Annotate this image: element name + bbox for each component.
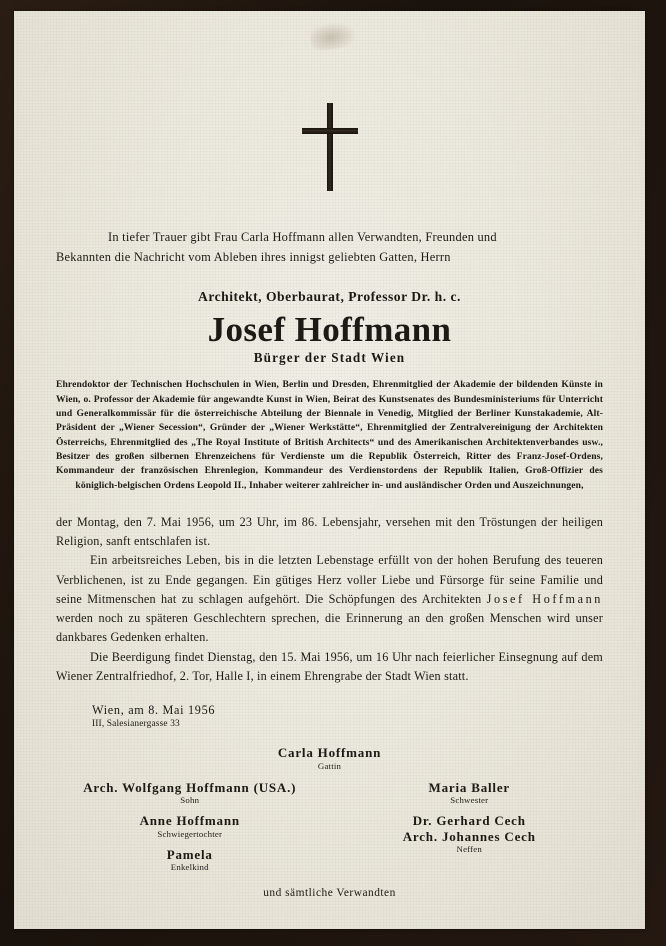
address-line: III, Salesianergasse 33 [92,719,180,730]
cross-symbol-area [56,11,603,207]
cross-horizontal-bar [302,128,358,134]
body-paragraph-2 [56,551,603,647]
family-signatures [56,745,603,899]
intro-line-2: Bekannten die Nachricht vom Ableben ihres innigst geliebten Gatten, Herrn [56,250,451,265]
family-name: Pamela [166,846,213,862]
family-relation: Neffen [456,844,482,855]
announcement-intro [56,227,603,267]
cross-vertical-bar [327,103,333,191]
family-closing-line: und sämtliche Verwandten [263,887,396,900]
family-name: Dr. Gerhard Cech [412,813,526,829]
death-notice-card [14,11,645,929]
family-name: Maria Baller [428,779,510,795]
family-member [56,780,324,807]
body-paragraph-3: Die Beerdigung findet Dienstag, den 15. Mai 1956, um 16 Uhr nach feierlicher Einsegnung auf dem Wiener Zentralfriedhof, 2. Tor, Halle I, in einem Ehrengrabe der Stadt Wien statt. [56,649,603,683]
deceased-name: Josef Hoffmann [207,310,452,350]
family-relation: Schwiegertochter [157,828,223,839]
body-p2-before: Ein arbeitsreiches Leben, bis in die letzten Lebenstage erfüllt von der hohen Berufung des teueren Verblichenen, ist zu Ende gegangen. Ein gütiges Herz voller Liebe und Fürsorge für seine Familie und seine Mitmenschen hat zu schlagen aufgehört. Die Schöpfungen des Architekten [56,553,603,606]
family-columns [56,780,603,880]
family-relation: Gattin [317,760,342,771]
body-p2-after: werden noch zu späteren Geschlechtern sprechen, die Erinnerung an den großen Menschen wird unser dankbares Gedenken erhalten. [56,611,603,645]
family-member [56,847,324,874]
deceased-honorific: Bürger der Stadt Wien [253,350,406,366]
body-paragraph-1: der Montag, den 7. Mai 1956, um 23 Uhr, im 86. Lebensjahr, versehen mit den Tröstungen der heiligen Religion, sanft entschlafen ist. [56,514,603,549]
family-member [56,813,324,840]
place-and-date [56,703,603,729]
place-date-line: Wien, am 8. Mai 1956 [92,703,216,718]
deceased-titles: Architekt, Oberbaurat, Professor Dr. h. c. [198,289,461,305]
family-column-left [56,780,330,880]
latin-cross-icon [299,103,361,191]
obituary-body [56,513,603,686]
honors-and-distinctions: Ehrendoktor der Technischen Hochschulen in Wien, Berlin und Dresden, Ehrenmitglied der Akademie der bildenden Künste in Wien, o. Professor der Akademie für angewandte Kunst in Wien, Beirat des Kunstsenates des Bundesministeriums für Unterricht und Generalkommissär für die österreichische Abteilung der Biennale in Venedig, Mitglied der Berliner Kunstakademie, Alt-Präsident der „Wiener Secession“, Gründer der „Wiener Werkstätte“, Ehrenmitglied der Zentralvereinigung der Architekten Österreichs, Ehrenmitglied des „The Royal Institute of British Architects“ und des Amerikanischen Architektenverbandes usw., Besitzer des großen silbernen Ehrenzeichens für Verdienste um die Republik Österreich, Ritter des Franz-Josef-Ordens, Kommandeur der französischen Ehrenlegion, Kommandeur des Verdienstordens der Republik Italien, Groß-Offizier des königlich-belgischen Ordens Leopold II., Inhaber weiterer zahlreicher in- und ausländischer Orden und Auszeichnungen, [56,379,603,491]
body-p2-emphasis: Josef Hoffmann [486,591,603,606]
family-name: Anne Hoffmann [139,813,240,829]
family-name: Arch. Wolfgang Hoffmann (USA.) [83,779,297,795]
family-widow [56,745,603,772]
family-name: Arch. Johannes Cech [402,828,536,844]
family-relation: Schwester [450,795,489,806]
family-member [336,813,604,856]
family-column-right [330,780,604,880]
family-member [336,780,604,807]
family-relation: Sohn [180,795,200,806]
family-name: Carla Hoffmann [277,745,382,761]
intro-line-1: In tiefer Trauer gibt Frau Carla Hoffmann allen Verwandten, Freunden und [108,230,497,244]
family-relation: Enkelkind [170,862,209,873]
